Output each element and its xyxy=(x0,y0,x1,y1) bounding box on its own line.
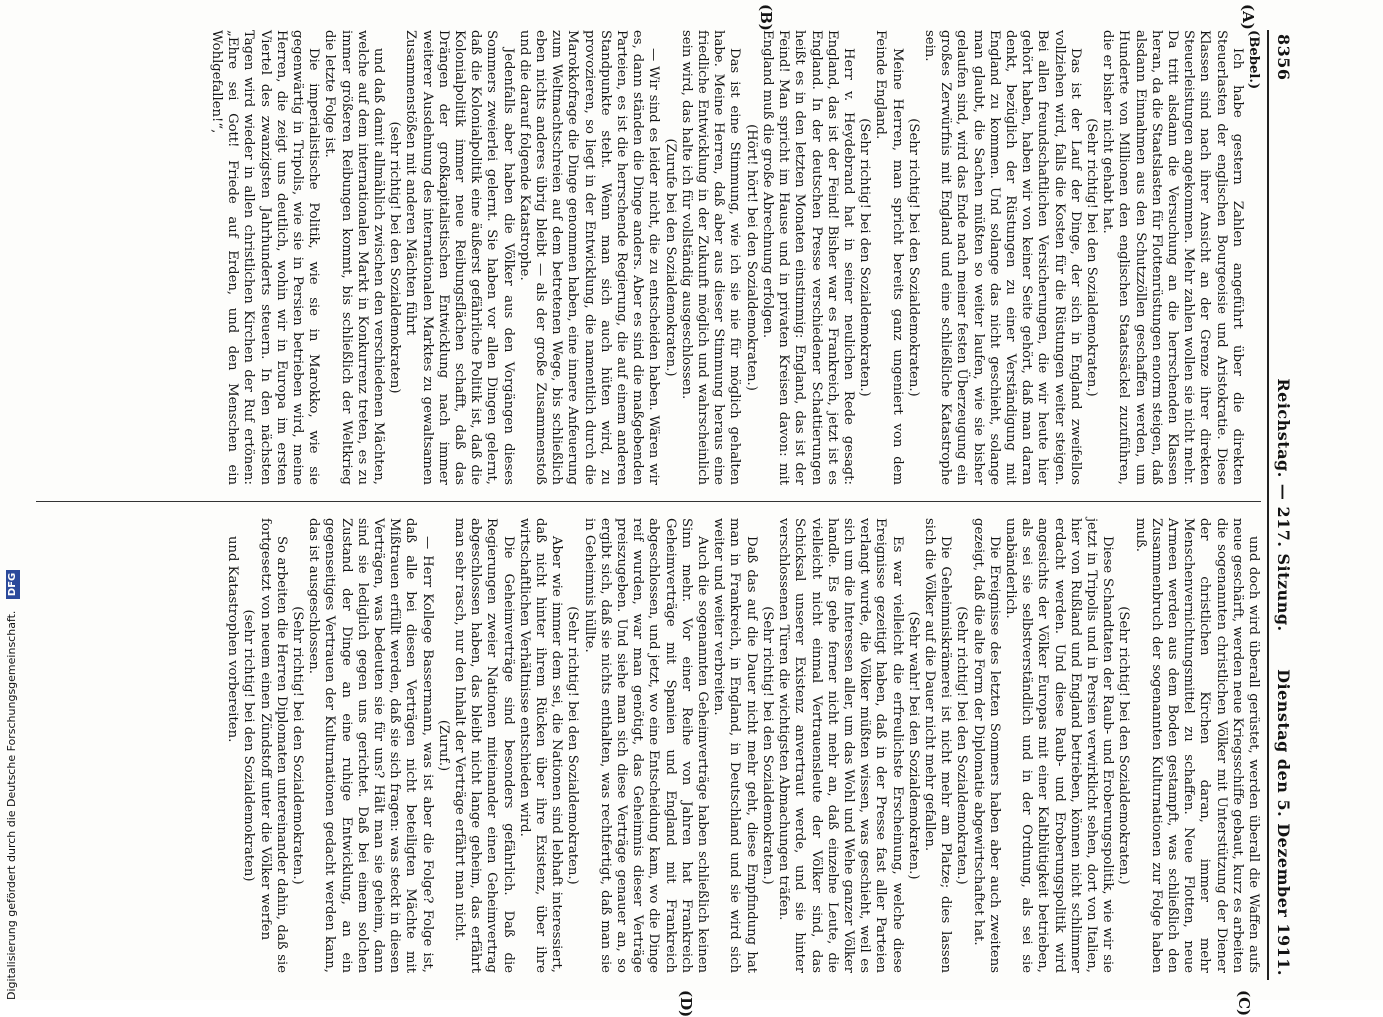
paragraph: Das ist der Lauf der Dinge, der sich in England zweifellos vollziehen wird, falls die Kosten für die Rüstungen weiter steigen. Bei allen freundschaftlichen Versicherungen, die wir heute hier gehört haben, haben wir von keiner Seite gehört, daß man daran denkt, bezüglich der Rüstungen zu einer Verständigung mit England zu kommen. Und solange das nicht geschieht, solange man glaubt, die Sachen müßten so weiter laufen, wie sie bisher gelaufen sind, wird das Ende nach meiner festen Überzeugung ein großes Zerwürfnis mit England und eine schließliche Katastrophe sein. xyxy=(921,30,1083,485)
paragraph: Die Geheimverträge sind besonders gefährlich. Daß die Regierungen zweier Nationen miteinander einen Geheimvertrag abgeschlossen haben, das bleibt nicht lange geheim, das erfährt man sehr rasch, nur den Inhalt der Verträge erfährt man nicht. xyxy=(452,518,516,973)
paragraph: So arbeiten die Herren Diplomaten untereinander dahin, daß sie fortgesetzt von neuem einen Zündstoff unter die Völker werfen xyxy=(257,518,289,973)
paragraph: und Katastrophen vorbereiten. xyxy=(225,536,241,743)
interjection: (Sehr richtig! bei den Sozialdemokraten.) xyxy=(1083,118,1099,397)
margin-marker-a: (A) xyxy=(1239,4,1257,30)
paragraph: Jedenfalls aber haben die Völker aus den Vorgängen dieses Sommers zweierlei gelernt. Sie haben vor allen Dingen gelernt, daß die Kolonialpolitik eine äußerst gefährliche Politik ist, daß die Kolonialpolitik immer neue Reibungsflächen schafft, daß das Drängen der großkapitalistischen Entwicklung nach immer weiterer Ausdehnung des internationalen Marktes zu gewaltsamen Zusammenstößen mit anderen Mächten führt xyxy=(403,30,516,485)
paragraph: Meine Herren, man spricht bereits ganz ungeniert von dem Feinde England. xyxy=(873,30,905,485)
page-header xyxy=(1269,30,1295,980)
left-column xyxy=(36,30,1261,485)
paragraph: und doch wird überall gerüstet, werden überall die Waffen aufs neue geschärft, werden neue Kriegsschiffe gebaut, kurz es arbeiten die sogenannten christlichen Völker mit Unterstützung der Diener der christlichen Kirchen daran, immer mehr Menschenvernichtungsmittel zu schaffen. Neue Flotten, neue Armeen werden aus dem Boden gestampft, was schließlich den Zusammenbruch der sogenannten Kulturnationen zur Folge haben muß. xyxy=(1132,518,1261,973)
session-title: Reichstag. — 217. Sitzung. xyxy=(1274,378,1293,632)
margin-marker-b: (B) xyxy=(757,4,775,31)
interjection: (Sehr richtig! bei den Sozialdemokraten.) xyxy=(857,118,873,397)
right-column xyxy=(36,518,1261,973)
interjection: (Sehr wahr! bei den Sozialdemokraten.) xyxy=(905,611,921,880)
interjection: (Sehr richtig! bei den Sozialdemokraten.) xyxy=(290,606,306,885)
interjection: (Sehr richtig! bei den Sozialdemokraten.) xyxy=(565,606,581,885)
header-rule xyxy=(1267,30,1269,980)
interjection: (sehr richtig! bei den Sozialdemokraten) xyxy=(241,609,257,882)
paragraph: Herr v. Heydebrand hat in seiner neulichen Rede gesagt: England, das ist der Feind! Bisher war es Frankreich, jetzt ist es England. In der deutschen Presse verschiedener Schattierungen heißt es in den letzten Monaten einstimmig: England, das ist der Feind! Man spricht im Hause und in privaten Kreisen davon: mit England muß die große Abrechnung erfolgen. xyxy=(759,30,856,485)
page-number: 8356 xyxy=(1274,34,1293,81)
paragraph: Die Ereignisse des letzten Sommers haben aber auch zweitens gezeigt, daß die alte Form der Diplomatie abgewirtschaftet hat. xyxy=(970,518,1002,973)
interjection: (Zurufe bei den Sozialdemokraten.) xyxy=(662,138,678,377)
paragraph: — Herr Kollege Bassermann, was ist aber die Folge? Folge ist, daß alle bei diesen Verträgen nicht beteiligten Mächte mit Mißtrauen erfüllt werden, daß sie sich fragen: was steckt in diesen Verträgen, was bedeuten sie für uns? Hält man sie geheim, dann sind sie lediglich gegen uns gerichtet. Daß bei einem solchen Zustand der Dinge an eine ruhige Entwicklung, an ein gegenseitiges Vertrauen der Kulturnationen gedacht werden kann, das ist ausgeschlossen. xyxy=(306,518,435,973)
interjection: (sehr richtig! bei den Sozialdemokraten) xyxy=(387,121,403,394)
rotated-page-content xyxy=(30,4,1295,1017)
paragraph: Daß das auf die Dauer nicht mehr geht, diese Empfindung hat man in Frankreich, in England, in Deutschland und sie wird sich weiter und weiter verbreiten. xyxy=(711,518,759,973)
margin-marker-c: (C) xyxy=(1235,990,1253,1017)
interjection: (Hört! hört! bei den Sozialdemokraten.) xyxy=(743,124,759,391)
interjection: (Sehr richtig! bei den Sozialdemokraten.) xyxy=(905,118,921,397)
interjection: (Sehr richtig! bei den Sozialdemokraten.) xyxy=(954,606,970,885)
column-divider xyxy=(36,501,1261,502)
footer-text: Digitalisierung gefördert durch die Deutsche Forschungsgemeinschaft. xyxy=(5,610,18,1000)
paragraph: — Wir sind es leider nicht, die zu entscheiden haben. Wären wir es, dann ständen die Dinge anders. Aber es sind die maßgebenden Parteien, es ist die herrschende Regierung, die auf einem anderen Standpunkte steht. Wenn man sich auch hüten wird, zu provozieren, so liegt in der Entwicklung, die namentlich durch die Marokkofrage die Dinge genommen haben, eine innere Anfeuerung zum Weltmachtschreien auf dem betretenen Wege, bis schließlich eben nichts anderes übrig bleibt — als der große Zusammenstoß und die darauf folgende Katastrophe. xyxy=(516,30,662,485)
paragraph: Diese Schandtaten der Raub- und Eroberungspolitik, wie wir sie jetzt in Tripolis und in Persien verwirklicht sehen, dort von Italien, hier von Rußland und England betrieben, können nicht schlimmer erdacht werden. Und diese Raub- und Eroberungspolitik wird angesichts der Völker Europas mit einer Kaltblütigkeit betrieben, als sei sie selbstverständlich und in der Ordnung, als sei sie unabänderlich. xyxy=(1002,518,1116,973)
session-date: Dienstag den 5. Dezember 1911. xyxy=(1274,669,1293,976)
paragraph: Ich habe gestern Zahlen angeführt über die direkten Steuerlasten der englischen Bourgeoisie und Aristokratie. Diese Klassen sind nach ihrer Ansicht an der Grenze ihrer direkten Steuerleistungen angekommen. Mehr zahlen wollen sie nicht mehr. Da tritt alsdann die Versuchung an die herrschenden Klassen heran, da die Staatslasten für Flottenrüstungen enorm steigen, daß alsdann Einnahmen aus den Schutzzöllen geschaffen werden, um Hunderte von Millionen den englischen Staatssäckel zuzuführen, die er bisher nicht gehabt hat. xyxy=(1100,30,1245,485)
paragraph: Aber wie immer dem sei, die Nationen sind lebhaft interessiert, daß nicht hinter ihrem Rücken über ihre Existenz, über ihre wirtschaftlichen Verhältnisse entschieden wird. xyxy=(516,518,565,973)
paragraph: Es war vielleicht die erfreulichste Erscheinung, welche diese Ereignisse gezeitigt haben, daß in der Presse fast aller Parteien verlangt wurde, die Völker müßten wissen, was geschieht, weil es sich um die Interessen aller, um das Wohl und Wehe ganzer Völker handle. Es gehe ferner nicht mehr an, daß einzelne Leute, die vielleicht nicht einmal Vertrauensleute der Völker sind, das Schicksal unserer Existenz anvertraut werde, und sie hinter verschlossenen Türen die wichtigsten Abmachungen träfen. xyxy=(776,518,905,973)
interjection: (Zuruf.) xyxy=(435,719,451,772)
margin-marker-d: (D) xyxy=(677,990,695,1017)
dfg-logo: DFG xyxy=(6,570,20,599)
paragraph: Das ist eine Stimmung, wie ich sie nie für möglich gehalten habe. Meine Herren, daß aber aus dieser Stimmung heraus eine friedliche Entwicklung in der Zukunft möglich und wahrscheinlich sein wird, das halte ich für vollständig ausgeschlossen. xyxy=(678,30,743,485)
paragraph: Auch die sogenannten Geheimverträge haben schließlich keinen Sinn mehr. Vor einer Reihe von Jahren hat Frankreich Geheimverträge mit Spanien und England mit Frankreich abgeschlossen, und jetzt, wo eine Entscheidung kam, wo die Dinge reif wurden, war man genötigt, das Geheimnis dieser Verträge preiszugeben. Und siehe man sich diese Verträge genauer an, so ergibt sich, daß sie nichts enthalten, was rechtfertigt, daß man sie in Geheimnis hüllte. xyxy=(581,518,711,973)
digitization-footer xyxy=(1,40,23,1000)
paragraph: Die imperialistische Politik, wie sie in Marokko, wie sie gegenwärtig in Tripolis, wie sie in Persien betrieben wird, meine Herren, die zeigt uns deutlich, wohin wir in Europa im ersten Viertel des zwanzigsten Jahrhunderts steuern. In den nächsten Tagen wird wieder in allen christlichen Kirchen der Ruf ertönen: „Ehre sei Gott! Friede auf Erden, und den Menschen ein Wohlgefallen!“, xyxy=(209,30,322,485)
speaker-name: (Bebel.) xyxy=(1246,30,1261,90)
paragraph: Die Geheimniskrämerei ist nicht mehr am Platze; dies lassen sich die Völker auf die Dauer nicht mehr gefallen. xyxy=(921,518,954,973)
paragraph: und daß damit allmählich zwischen den verschiedenen Mächten, welche auf dem internationalen Markt in Konkurrenz treten, es zu immer größeren Reibungen kommt, bis schließlich der Weltkrieg die letzte Folge ist. xyxy=(322,30,387,485)
interjection: (Sehr richtig! bei den Sozialdemokraten.) xyxy=(759,606,775,885)
interjection: (Sehr richtig! bei den Sozialdemokraten.) xyxy=(1116,606,1132,885)
